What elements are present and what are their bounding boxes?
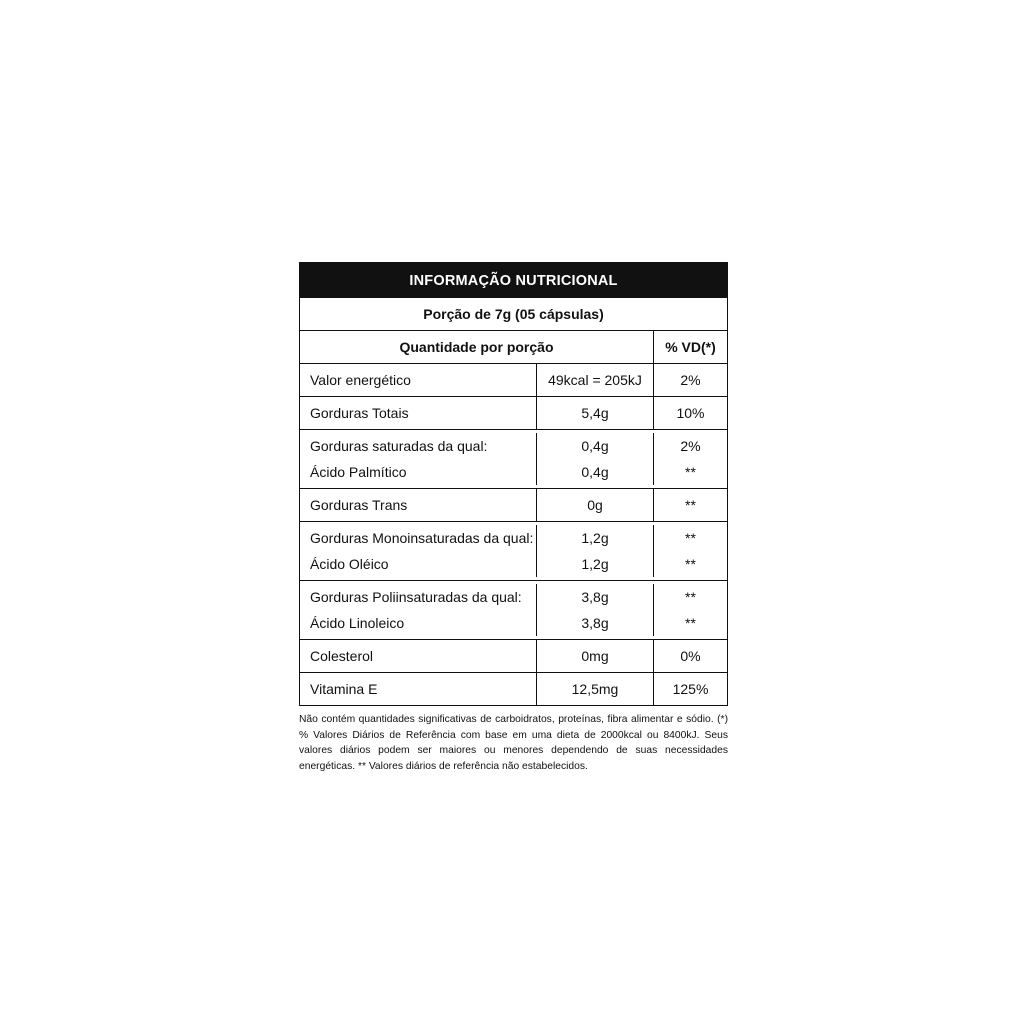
nutrient-name: Gorduras Trans: [310, 497, 408, 513]
table-row: [300, 581, 727, 640]
nutrient-daily-value-cell: [654, 433, 727, 485]
nutrient-name: Gorduras Totais: [310, 405, 409, 421]
nutrient-daily-value: 0%: [680, 648, 701, 664]
nutrient-daily-value-cell: [654, 673, 727, 705]
nutrient-name: Gorduras Poliinsaturadas da qual:: [310, 589, 522, 605]
nutrient-amount: 0,4g: [581, 464, 609, 480]
nutrient-amount-cell: [537, 584, 654, 636]
nutrient-amount: 3,8g: [581, 589, 609, 605]
table-title: INFORMAÇÃO NUTRICIONAL: [300, 263, 727, 298]
nutrient-name-cell: [300, 364, 537, 396]
nutrient-amount-cell: [537, 489, 654, 521]
nutrient-daily-value: **: [685, 530, 696, 546]
nutrient-name: Gorduras saturadas da qual:: [310, 438, 488, 454]
nutrient-amount: 12,5mg: [571, 681, 619, 697]
nutrient-name-cell: [300, 397, 537, 429]
header-row: [300, 331, 727, 364]
nutrient-amount: 1,2g: [581, 556, 609, 572]
table-row: [300, 364, 727, 397]
nutrient-daily-value: 10%: [676, 405, 705, 421]
nutrient-daily-value: **: [685, 497, 696, 513]
nutrient-amount: 49kcal = 205kJ: [548, 372, 642, 388]
table-row: [300, 522, 727, 581]
nutrition-facts-panel: [299, 262, 728, 774]
nutrient-name: Ácido Palmítico: [310, 464, 407, 480]
nutrient-daily-value: **: [685, 464, 696, 480]
nutrient-name-cell: [300, 584, 537, 636]
nutrient-daily-value-cell: [654, 364, 727, 396]
nutrient-name-cell: [300, 525, 537, 577]
nutrient-amount: 5,4g: [581, 405, 609, 421]
nutrient-name: Gorduras Monoinsaturadas da qual:: [310, 530, 534, 546]
nutrient-daily-value: 2%: [680, 372, 701, 388]
nutrient-daily-value-cell: [654, 640, 727, 672]
nutrient-amount-cell: [537, 364, 654, 396]
nutrient-name: Ácido Linoleico: [310, 615, 405, 631]
table-row: [300, 673, 727, 705]
nutrient-name-cell: [300, 640, 537, 672]
nutrient-amount-cell: [537, 525, 654, 577]
nutrient-name-cell: [300, 673, 537, 705]
nutrient-amount-cell: [537, 433, 654, 485]
nutrient-amount: 3,8g: [581, 615, 609, 631]
footnote: Não contém quantidades significativas de carboidratos, proteínas, fibra alimentar e sódio. (*) % Valores Diários de Referência com base em uma dieta de 2000kcal ou 8400kJ. Seus valores diários podem ser maiores ou menores dependendo de suas necessidades energéticas. ** Valores diários de referência não estabelecidos.: [299, 714, 728, 772]
nutrient-amount-cell: [537, 673, 654, 705]
table-row: [300, 489, 727, 522]
table-row: [300, 430, 727, 489]
nutrient-amount: 0mg: [581, 648, 609, 664]
nutrient-name-cell: [300, 433, 537, 485]
nutrient-amount-cell: [537, 640, 654, 672]
nutrient-daily-value: 125%: [672, 681, 709, 697]
nutrient-rows: [300, 364, 727, 705]
table-row: [300, 397, 727, 430]
nutrient-daily-value: 2%: [680, 438, 701, 454]
nutrient-daily-value: **: [685, 589, 696, 605]
header-daily-value: % VD(*): [665, 339, 716, 355]
nutrient-amount: 0,4g: [581, 438, 609, 454]
nutrient-daily-value-cell: [654, 397, 727, 429]
nutrient-daily-value: **: [685, 556, 696, 572]
nutrient-daily-value-cell: [654, 489, 727, 521]
nutrient-daily-value-cell: [654, 525, 727, 577]
nutrient-name: Vitamina E: [310, 681, 378, 697]
nutrient-daily-value: **: [685, 615, 696, 631]
nutrient-name: Ácido Oléico: [310, 556, 389, 572]
nutrition-table: [299, 262, 728, 706]
header-quantity: Quantidade por porção: [300, 331, 654, 363]
nutrient-amount: 1,2g: [581, 530, 609, 546]
nutrient-amount: 0g: [587, 497, 603, 513]
nutrient-daily-value-cell: [654, 584, 727, 636]
nutrient-name: Colesterol: [310, 648, 374, 664]
nutrient-name: Valor energético: [310, 372, 411, 388]
nutrient-name-cell: [300, 489, 537, 521]
table-row: [300, 640, 727, 673]
nutrient-amount-cell: [537, 397, 654, 429]
portion-size: Porção de 7g (05 cápsulas): [300, 298, 727, 331]
